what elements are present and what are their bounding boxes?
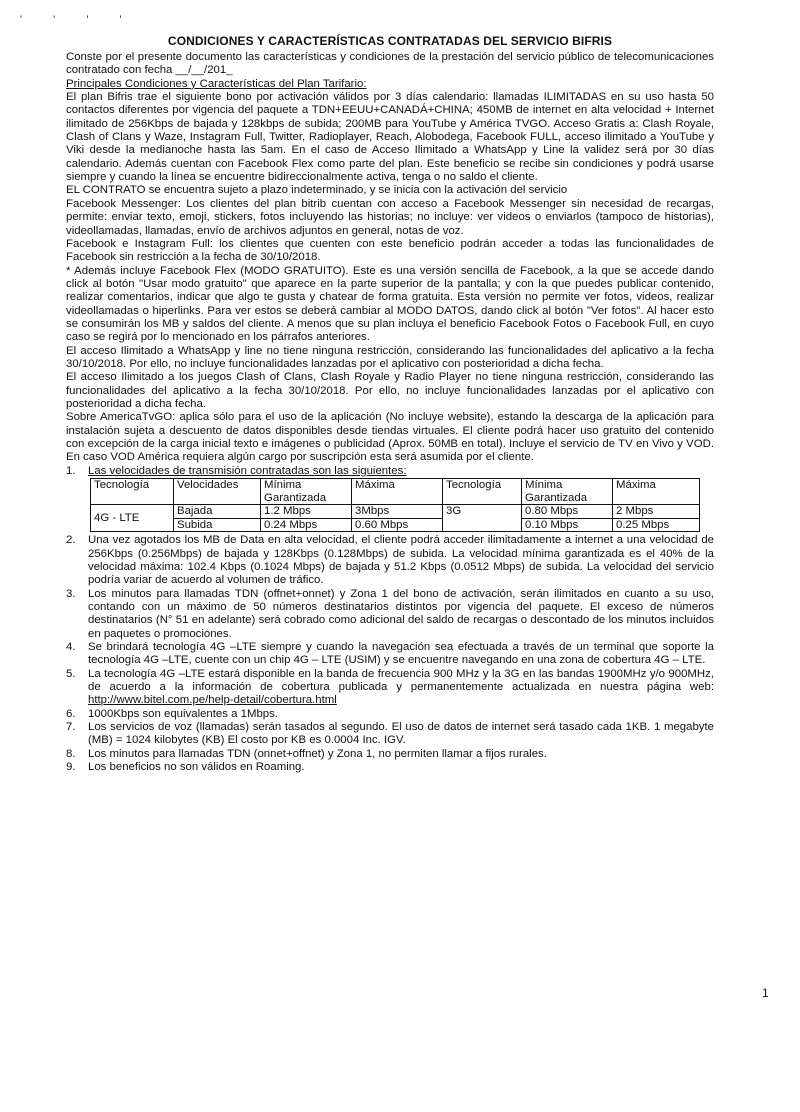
list-text: Se brindará tecnología 4G –LTE siempre y cuando la navegación sea efectuada a través de un terminal que soporte la tecnología 4G –LTE, cuente con un chip 4G – LTE (USIM) y se encuentre navegando en una zona de cobertura 4G – LTE. [88, 640, 714, 667]
paragraph-americatvgo: Sobre AmericaTvGO: aplica sólo para el uso de la aplicación (No incluye website), estando la descarga de la aplicación para instalación sujeta a descuento de datos disponibles desde tiendas virtuales. El cliente podrá hacer uso gratuito del contenido con excepción de la carga inicial texto e imágenes o publicidad (Aprox. 50MB en total). Incluye el servicio de TV en Vivo y VOD. En caso VOD América requiera algún cargo por suscripción esta será asumida por el cliente. [66, 411, 714, 464]
table-cell: 1.2 Mbps [261, 505, 352, 519]
list-number: 5. [66, 667, 76, 680]
list-item [66, 761, 714, 774]
list-number: 7. [66, 721, 76, 734]
document-page [66, 34, 714, 774]
table-cell-direction: Subida [174, 518, 261, 532]
list-text: Los servicios de voz (llamadas) serán tasados al segundo. El uso de datos de internet será tasado cada 1KB. 1 megabyte (MB) = 1024 kilobytes (KB) El costo por KB es 0.0004 Inc. IGV. [88, 721, 714, 747]
table-header: Tecnología [443, 479, 522, 505]
table-cell: 3Mbps [352, 505, 443, 519]
coverage-link[interactable]: http://www.bitel.com.pe/help-detail/cobertura.html [88, 694, 337, 707]
table-header: Máxima [613, 479, 700, 505]
list-item [66, 641, 714, 668]
table-header: Máxima [352, 479, 443, 505]
table-cell-direction: Bajada [174, 505, 261, 519]
list-text: Los minutos para llamadas TDN (offnet+onnet) y Zona 1 del bono de activación, serán ilimitados en cuanto a su uso, contando con un máximo de 50 números destinatarios distintos por vigencia del paquete. El exceso de números destinatarios (N° 51 en adelante) será cobrado como adicional del saldo de recargas o descontado de los minutos incluidos en paquetes o promociones. [88, 587, 714, 640]
table-cell: 0.24 Mbps [261, 518, 352, 532]
paragraph-bonus: El plan Bifris trae el siguiente bono por activación válidos por 3 días calendario: llamadas ILIMITADAS en su uso hasta 50 contactos diferentes por vigencia del paquete a TDN+EEUU+CANADÁ+CHINA; 450MB de internet en alta velocidad + Internet ilimitado de 256Kbps de bajada y 128kbps de subida; 200MB para YouTube y América TVGO. Acceso Gratis a: Clash Royale, Clash of Clans y Waze, Instagram Full, Twitter, Radioplayer, Reach, Alobodega, Facebook FULL, acceso ilimitado a YouTube y Viki desde la medianoche hasta las 5am. En el caso de Acceso Ilimitado a WhatsApp y Line la validez será por 30 días calendario. Además cuentan con Facebook Flex como parte del plan. Este beneficio se recibe sin condiciones y podrá usarse siempre y cuando la línea se encuentre bidireccionalmente activa, tenga o no saldo el cliente. [66, 91, 714, 184]
list-item [66, 588, 714, 641]
speed-table [90, 478, 700, 532]
list-text: Los minutos para llamadas TDN (onnet+offnet) y Zona 1, no permiten llamar a fijos rurales. [88, 747, 547, 760]
list-text: Los beneficios no son válidos en Roaming. [88, 761, 305, 774]
list-item [66, 465, 714, 478]
intro-paragraph: Conste por el presente documento las características y condiciones de la prestación del servicio público de telecomunicaciones contratado con fecha __/__/201_ [66, 51, 714, 77]
document-title: CONDICIONES Y CARACTERÍSTICAS CONTRATADAS DEL SERVICIO BIFRIS [167, 34, 613, 48]
table-header: Mínima Garantizada [261, 479, 352, 505]
list-number: 6. [66, 707, 76, 720]
list-item [66, 748, 714, 761]
list-item [66, 534, 714, 587]
list-number: 8. [66, 747, 76, 760]
list-text: 1000Kbps son equivalentes a 1Mbps. [88, 707, 278, 720]
list-text: Una vez agotados los MB de Data en alta velocidad, el cliente podrá acceder ilimitadamente a internet a una velocidad de 256Kbps (0.256Mbps) de bajada y 128Kbps (0.128Mbps) de subida. La velocidad mínima garantizada es el 40% de la velocidad máxima: 102.4 Kbps (0.1024 Mbps) de bajada y 51.2 Kbps (0.0512 Mbps) de subida. La velocidad del servicio podría variar de acuerdo al volumen de tráfico. [88, 534, 714, 587]
table-row [91, 505, 700, 519]
list-number: 9. [66, 761, 76, 774]
table-header: Mínima Garantizada [522, 479, 613, 505]
table-cell-tech-4g: 4G - LTE [91, 505, 174, 532]
list-item [66, 668, 714, 708]
table-cell: 0.80 Mbps [522, 505, 613, 519]
table-header-row [91, 479, 700, 505]
section-heading: Principales Condiciones y Características del Plan Tarifario: [66, 77, 367, 90]
list-text: La tecnología 4G –LTE estará disponible en la banda de frecuencia 900 MHz y la 3G en las bandas 1900MHz y/o 900MHz, de acuerdo a la información de cobertura publicada y permanentemente actualizada en nuestra página web: [88, 667, 714, 693]
table-cell: 2 Mbps [613, 505, 700, 519]
conditions-list-continued [66, 534, 714, 774]
list-item [66, 708, 714, 721]
paragraph-facebook-flex: * Además incluye Facebook Flex (MODO GRATUITO). Este es una versión sencilla de Facebook, a la que se accede dando click al botón "Usar modo gratuito" que aparece en la parte superior de la pantalla; y con la que puedes publicar contenido, realizar comentarios, indicar que algo te gusta y chatear de forma gratuita. Esta versión no permite ver fotos, videos, realizar videollamadas o hiperlinks. Para ver estos se deberá cambiar al MODO DATOS, dando click al botón "Ver fotos". Al hacer esto se consumirán los MB y saldos del cliente. A menos que su plan incluya el beneficio Facebook Fotos o Facebook Full, en cuyo caso se regirá por lo mencionado en los párrafos anteriores. [66, 264, 714, 344]
paragraph-contract: EL CONTRATO se encuentra sujeto a plazo indeterminado, y se inicia con la activación del servicio [66, 184, 568, 197]
paragraph-facebook-instagram: Facebook e Instagram Full: los clientes que cuenten con este beneficio podrán acceder a todas las funcionalidades de Facebook sin restricción a la fecha de 30/10/2018. [66, 237, 714, 264]
scan-marks: ' ' ' ' [20, 14, 136, 26]
list-item [66, 721, 714, 748]
table-header: Velocidades [174, 479, 261, 505]
list-number: 3. [66, 587, 76, 600]
speed-list-intro: Las velocidades de transmisión contratadas son las siguientes: [88, 464, 407, 477]
table-header: Tecnología [91, 479, 174, 505]
list-number: 1. [66, 464, 76, 477]
table-cell: 0.10 Mbps [522, 518, 613, 532]
list-number: 2. [66, 534, 76, 547]
table-cell: 0.60 Mbps [352, 518, 443, 532]
paragraph-whatsapp: El acceso Ilimitado a WhatsApp y line no tiene ninguna restricción, considerando las funcionalidades del aplicativo a la fecha 30/10/2018. Por ello, no incluye funcionalidades lanzadas por el aplicativo con posterioridad a dicha fecha. [66, 344, 714, 370]
table-row [91, 518, 700, 532]
conditions-list [66, 465, 714, 478]
paragraph-messenger: Facebook Messenger: Los clientes del plan bitrib cuentan con acceso a Facebook Messenger sin necesidad de recargas, permite: enviar texto, emoji, stickers, fotos incluyendo las historias; no incluye: ver videos o enviarlos (tampoco de historias), videollamadas, llamadas, envío de archivos adjuntos en general, notas de voz. [66, 197, 714, 237]
table-cell-tech-3g: 3G [443, 505, 522, 532]
paragraph-games: El acceso Ilimitado a los juegos Clash of Clans, Clash Royale y Radio Player no tiene ninguna restricción, considerando las funcionalidades del aplicativo a la fecha 30/10/2018. Por ello, no incluye funcionalidades lanzadas por el aplicativo con posterioridad a dicha fecha. [66, 371, 714, 410]
list-number: 4. [66, 640, 76, 653]
page-number: 1 [762, 986, 769, 1000]
table-cell: 0.25 Mbps [613, 518, 700, 532]
